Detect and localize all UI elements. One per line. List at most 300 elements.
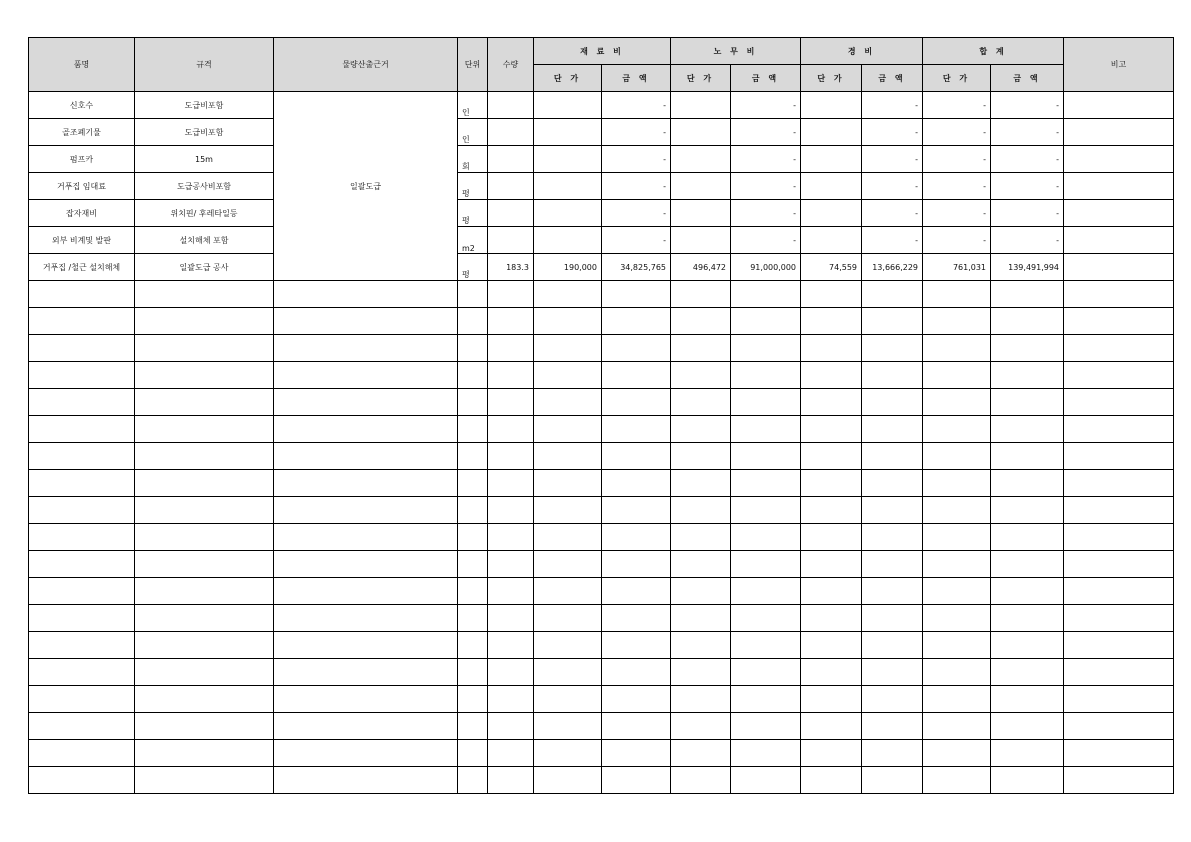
tot-up-cell: - [923, 92, 991, 119]
empty-cell [458, 659, 488, 686]
empty-cell [29, 686, 135, 713]
empty-cell [458, 308, 488, 335]
mat-amt-cell: - [602, 146, 671, 173]
empty-cell [731, 443, 801, 470]
unit-cell: 인 [458, 92, 488, 119]
empty-cell [135, 470, 274, 497]
spec-cell: 15m [135, 146, 274, 173]
empty-row [29, 470, 1174, 497]
empty-cell [731, 335, 801, 362]
empty-cell [602, 632, 671, 659]
empty-cell [135, 578, 274, 605]
unit-cell: 평 [458, 200, 488, 227]
empty-cell [731, 470, 801, 497]
empty-cell [534, 443, 602, 470]
empty-cell [458, 524, 488, 551]
empty-cell [801, 281, 862, 308]
mat-amt-cell: - [602, 200, 671, 227]
empty-cell [488, 659, 534, 686]
empty-cell [274, 308, 458, 335]
empty-cell [274, 416, 458, 443]
empty-cell [458, 335, 488, 362]
empty-cell [923, 767, 991, 794]
empty-row [29, 632, 1174, 659]
lab-amt-cell: - [731, 119, 801, 146]
spec-cell: 설치해체 포함 [135, 227, 274, 254]
unit-cell: 회 [458, 146, 488, 173]
empty-cell [923, 443, 991, 470]
empty-cell [274, 362, 458, 389]
empty-cell [991, 281, 1064, 308]
empty-cell [862, 686, 923, 713]
mat-amt-cell: 34,825,765 [602, 254, 671, 281]
empty-cell [862, 767, 923, 794]
empty-cell [274, 335, 458, 362]
empty-cell [602, 659, 671, 686]
empty-cell [801, 524, 862, 551]
lab-amt-cell: - [731, 227, 801, 254]
table-body [29, 92, 1174, 794]
qty-cell [488, 119, 534, 146]
spec-cell: 도급비포함 [135, 119, 274, 146]
empty-cell [458, 389, 488, 416]
empty-cell [534, 632, 602, 659]
empty-cell [671, 308, 731, 335]
empty-cell [671, 740, 731, 767]
empty-cell [731, 362, 801, 389]
table-row [29, 254, 1174, 281]
empty-cell [1064, 686, 1174, 713]
header-qty: 수량 [488, 38, 534, 92]
empty-cell [534, 767, 602, 794]
empty-cell [801, 443, 862, 470]
empty-cell [488, 686, 534, 713]
spec-cell: 일괄도급 공사 [135, 254, 274, 281]
empty-cell [1064, 524, 1174, 551]
empty-row [29, 497, 1174, 524]
header-labor: 노 무 비 [671, 38, 801, 65]
empty-cell [862, 308, 923, 335]
empty-cell [1064, 362, 1174, 389]
header-labor-unit-price: 단 가 [671, 65, 731, 92]
empty-cell [731, 308, 801, 335]
tot-up-cell: - [923, 200, 991, 227]
empty-row [29, 281, 1174, 308]
empty-cell [991, 659, 1064, 686]
lab-up-cell [671, 92, 731, 119]
empty-cell [671, 578, 731, 605]
empty-cell [135, 497, 274, 524]
empty-cell [862, 713, 923, 740]
lab-up-cell [671, 227, 731, 254]
lab-up-cell [671, 200, 731, 227]
header-material-unit-price: 단 가 [534, 65, 602, 92]
empty-cell [671, 713, 731, 740]
empty-cell [991, 470, 1064, 497]
empty-cell [801, 308, 862, 335]
table-row [29, 200, 1174, 227]
empty-row [29, 416, 1174, 443]
empty-cell [534, 281, 602, 308]
empty-cell [1064, 281, 1174, 308]
empty-cell [274, 686, 458, 713]
basis-cell: 일괄도급 [274, 92, 458, 281]
lab-amt-cell: - [731, 146, 801, 173]
empty-cell [534, 389, 602, 416]
exp-up-cell [801, 146, 862, 173]
empty-cell [602, 443, 671, 470]
empty-cell [671, 281, 731, 308]
empty-cell [923, 281, 991, 308]
empty-cell [1064, 740, 1174, 767]
empty-cell [671, 686, 731, 713]
unit-cell: 인 [458, 119, 488, 146]
tot-amt-cell: - [991, 119, 1064, 146]
empty-cell [991, 578, 1064, 605]
empty-cell [135, 416, 274, 443]
header-remark: 비고 [1064, 38, 1174, 92]
empty-cell [1064, 389, 1174, 416]
item-name-cell: 잡자재비 [29, 200, 135, 227]
empty-cell [801, 551, 862, 578]
empty-cell [602, 605, 671, 632]
empty-cell [534, 524, 602, 551]
empty-cell [991, 713, 1064, 740]
empty-cell [458, 713, 488, 740]
empty-cell [671, 335, 731, 362]
empty-cell [602, 551, 671, 578]
empty-cell [29, 767, 135, 794]
empty-cell [488, 362, 534, 389]
empty-cell [488, 389, 534, 416]
empty-cell [458, 767, 488, 794]
empty-cell [923, 713, 991, 740]
empty-cell [991, 767, 1064, 794]
empty-cell [602, 578, 671, 605]
empty-cell [862, 362, 923, 389]
header-expense-unit-price: 단 가 [801, 65, 862, 92]
mat-up-cell [534, 119, 602, 146]
empty-cell [862, 632, 923, 659]
empty-cell [135, 335, 274, 362]
header-total: 합 계 [923, 38, 1064, 65]
header-basis: 물량산출근거 [274, 38, 458, 92]
empty-cell [923, 632, 991, 659]
empty-cell [135, 389, 274, 416]
empty-cell [488, 308, 534, 335]
empty-cell [488, 443, 534, 470]
empty-row [29, 713, 1174, 740]
header-unit: 단위 [458, 38, 488, 92]
empty-cell [862, 470, 923, 497]
empty-cell [731, 605, 801, 632]
empty-cell [1064, 551, 1174, 578]
empty-cell [274, 605, 458, 632]
empty-cell [29, 416, 135, 443]
tot-up-cell: - [923, 173, 991, 200]
empty-cell [29, 551, 135, 578]
header-item: 품명 [29, 38, 135, 92]
spec-cell: 위치핀/ 후레타일등 [135, 200, 274, 227]
empty-cell [923, 362, 991, 389]
empty-row [29, 389, 1174, 416]
empty-cell [135, 524, 274, 551]
remark-cell [1064, 92, 1174, 119]
empty-cell [923, 524, 991, 551]
empty-row [29, 551, 1174, 578]
empty-cell [731, 632, 801, 659]
empty-cell [29, 497, 135, 524]
empty-cell [923, 416, 991, 443]
empty-cell [731, 281, 801, 308]
mat-up-cell [534, 146, 602, 173]
empty-row [29, 605, 1174, 632]
empty-cell [923, 470, 991, 497]
empty-cell [1064, 632, 1174, 659]
empty-row [29, 443, 1174, 470]
empty-cell [488, 335, 534, 362]
exp-amt-cell: - [862, 173, 923, 200]
mat-amt-cell: - [602, 173, 671, 200]
lab-amt-cell: - [731, 173, 801, 200]
empty-cell [458, 470, 488, 497]
empty-cell [458, 686, 488, 713]
header-expense: 경 비 [801, 38, 923, 65]
empty-cell [862, 524, 923, 551]
empty-cell [29, 389, 135, 416]
tot-up-cell: 761,031 [923, 254, 991, 281]
empty-cell [731, 740, 801, 767]
spec-cell: 도급공사비포함 [135, 173, 274, 200]
mat-up-cell [534, 173, 602, 200]
qty-cell [488, 146, 534, 173]
empty-cell [488, 578, 534, 605]
empty-cell [801, 362, 862, 389]
tot-up-cell: - [923, 146, 991, 173]
empty-cell [534, 605, 602, 632]
mat-amt-cell: - [602, 227, 671, 254]
exp-up-cell [801, 119, 862, 146]
empty-cell [923, 659, 991, 686]
exp-amt-cell: - [862, 92, 923, 119]
empty-cell [862, 659, 923, 686]
empty-row [29, 686, 1174, 713]
empty-cell [602, 416, 671, 443]
tot-amt-cell: - [991, 227, 1064, 254]
item-name-cell: 거푸집 /철근 설치해체 [29, 254, 135, 281]
remark-cell [1064, 146, 1174, 173]
empty-cell [731, 524, 801, 551]
empty-cell [801, 416, 862, 443]
empty-cell [671, 389, 731, 416]
empty-cell [731, 416, 801, 443]
empty-cell [991, 443, 1064, 470]
tot-up-cell: - [923, 227, 991, 254]
empty-cell [274, 470, 458, 497]
empty-cell [991, 686, 1064, 713]
remark-cell [1064, 119, 1174, 146]
empty-cell [458, 281, 488, 308]
empty-cell [671, 551, 731, 578]
empty-cell [135, 659, 274, 686]
remark-cell [1064, 173, 1174, 200]
header-labor-amount: 금 액 [731, 65, 801, 92]
empty-cell [671, 443, 731, 470]
empty-cell [458, 740, 488, 767]
empty-cell [534, 362, 602, 389]
empty-cell [602, 686, 671, 713]
empty-row [29, 578, 1174, 605]
empty-cell [862, 281, 923, 308]
exp-up-cell [801, 173, 862, 200]
empty-cell [671, 497, 731, 524]
empty-cell [671, 659, 731, 686]
empty-cell [862, 551, 923, 578]
empty-cell [991, 497, 1064, 524]
mat-up-cell [534, 92, 602, 119]
empty-cell [29, 335, 135, 362]
empty-cell [731, 551, 801, 578]
empty-cell [534, 551, 602, 578]
empty-cell [458, 443, 488, 470]
item-name-cell: 신호수 [29, 92, 135, 119]
mat-up-cell: 190,000 [534, 254, 602, 281]
empty-cell [274, 713, 458, 740]
empty-cell [602, 767, 671, 794]
exp-up-cell [801, 227, 862, 254]
empty-cell [29, 578, 135, 605]
empty-cell [458, 578, 488, 605]
empty-cell [488, 713, 534, 740]
empty-cell [29, 524, 135, 551]
empty-cell [801, 578, 862, 605]
empty-cell [801, 686, 862, 713]
empty-cell [135, 362, 274, 389]
empty-cell [135, 713, 274, 740]
empty-cell [458, 416, 488, 443]
unit-cell: 평 [458, 254, 488, 281]
empty-cell [801, 632, 862, 659]
empty-cell [29, 740, 135, 767]
empty-cell [671, 767, 731, 794]
empty-cell [274, 524, 458, 551]
lab-up-cell [671, 146, 731, 173]
empty-cell [135, 308, 274, 335]
lab-up-cell [671, 119, 731, 146]
empty-cell [923, 605, 991, 632]
empty-cell [274, 632, 458, 659]
header-total-amount: 금 액 [991, 65, 1064, 92]
empty-row [29, 659, 1174, 686]
empty-cell [1064, 713, 1174, 740]
empty-cell [602, 524, 671, 551]
empty-row [29, 740, 1174, 767]
empty-cell [991, 551, 1064, 578]
empty-cell [29, 632, 135, 659]
empty-cell [534, 470, 602, 497]
empty-cell [602, 308, 671, 335]
mat-up-cell [534, 200, 602, 227]
empty-cell [862, 416, 923, 443]
empty-cell [534, 308, 602, 335]
empty-cell [29, 281, 135, 308]
empty-cell [534, 335, 602, 362]
empty-cell [801, 605, 862, 632]
table-row [29, 173, 1174, 200]
empty-cell [991, 389, 1064, 416]
empty-cell [671, 416, 731, 443]
empty-cell [274, 497, 458, 524]
table-row [29, 227, 1174, 254]
empty-cell [602, 281, 671, 308]
empty-cell [991, 362, 1064, 389]
item-name-cell: 펌프카 [29, 146, 135, 173]
empty-cell [488, 470, 534, 497]
tot-up-cell: - [923, 119, 991, 146]
empty-cell [923, 740, 991, 767]
tot-amt-cell: - [991, 173, 1064, 200]
empty-cell [1064, 497, 1174, 524]
header-spec: 규격 [135, 38, 274, 92]
empty-cell [534, 659, 602, 686]
empty-cell [29, 362, 135, 389]
empty-cell [29, 659, 135, 686]
empty-cell [488, 767, 534, 794]
empty-row [29, 362, 1174, 389]
empty-cell [488, 605, 534, 632]
empty-cell [801, 470, 862, 497]
empty-cell [1064, 443, 1174, 470]
mat-amt-cell: - [602, 119, 671, 146]
remark-cell [1064, 254, 1174, 281]
item-name-cell: 거푸집 임대료 [29, 173, 135, 200]
tot-amt-cell: - [991, 92, 1064, 119]
empty-cell [135, 443, 274, 470]
empty-cell [274, 740, 458, 767]
exp-amt-cell: - [862, 146, 923, 173]
unit-cell: 평 [458, 173, 488, 200]
empty-cell [991, 524, 1064, 551]
header-expense-amount: 금 액 [862, 65, 923, 92]
empty-cell [534, 497, 602, 524]
empty-cell [801, 389, 862, 416]
empty-cell [274, 281, 458, 308]
empty-cell [29, 605, 135, 632]
item-name-cell: 골조폐기물 [29, 119, 135, 146]
empty-cell [1064, 578, 1174, 605]
empty-cell [862, 389, 923, 416]
qty-cell [488, 227, 534, 254]
empty-cell [488, 497, 534, 524]
table-row [29, 92, 1174, 119]
empty-cell [29, 443, 135, 470]
lab-up-cell [671, 173, 731, 200]
spec-cell: 도급비포함 [135, 92, 274, 119]
estimate-table [28, 37, 1174, 794]
empty-cell [862, 497, 923, 524]
empty-cell [1064, 335, 1174, 362]
empty-cell [274, 389, 458, 416]
empty-cell [602, 335, 671, 362]
empty-cell [731, 659, 801, 686]
remark-cell [1064, 227, 1174, 254]
empty-cell [488, 281, 534, 308]
exp-amt-cell: 13,666,229 [862, 254, 923, 281]
tot-amt-cell: - [991, 146, 1064, 173]
empty-cell [991, 308, 1064, 335]
empty-cell [862, 443, 923, 470]
empty-cell [671, 632, 731, 659]
